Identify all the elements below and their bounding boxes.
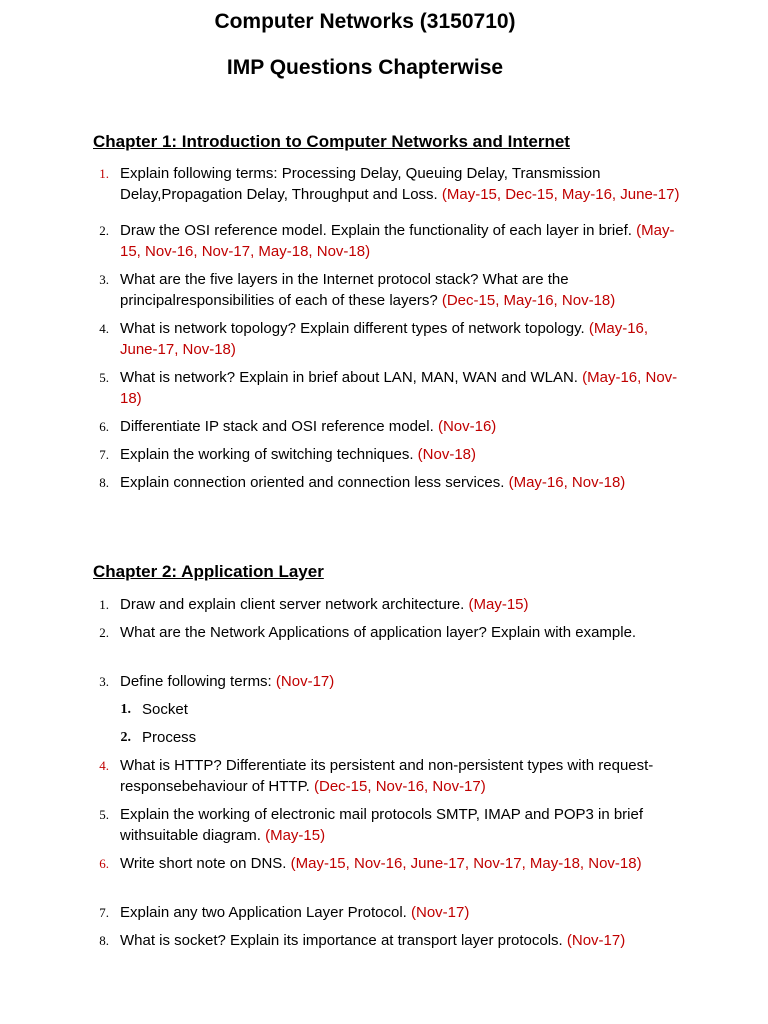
question-text: Draw the OSI reference model. Explain the functionality of each layer in brief. xyxy=(120,222,632,239)
exam-dates: (Dec-15, Nov-16, Nov-17) xyxy=(314,778,486,795)
question-item xyxy=(93,163,683,220)
question-item xyxy=(93,318,683,367)
chapter-1-question-list xyxy=(93,163,683,500)
question-item xyxy=(93,444,683,472)
question-item xyxy=(93,930,683,958)
exam-dates: (Dec-15, May-16, Nov-18) xyxy=(441,292,616,309)
chapter-2-heading: Chapter 2: Application Layer xyxy=(93,562,324,581)
question-item xyxy=(93,622,683,671)
question-item xyxy=(93,853,683,902)
question-number: 8. xyxy=(99,933,109,948)
sub-term-text: Socket xyxy=(142,701,188,718)
exam-dates: (May-15, Nov-16, June-17, Nov-17, May-18, Nov-18) xyxy=(290,855,642,872)
question-item xyxy=(93,594,683,622)
question-text: Explain the working of electronic mail protocols SMTP, IMAP and POP3 in brief withsuitable diagram. xyxy=(120,806,644,844)
question-text: Explain the working of switching techniques. xyxy=(120,446,414,463)
exam-dates: (Nov-17) xyxy=(411,904,470,921)
sub-term-item xyxy=(93,699,683,727)
question-number: 5. xyxy=(99,807,109,822)
exam-dates: (May-16, June-17, Nov-18) xyxy=(120,320,649,358)
question-number: 7. xyxy=(99,905,109,920)
question-text: What are the Network Applications of application layer? Explain with example. xyxy=(120,624,637,641)
sub-term-text: Process xyxy=(142,729,197,746)
question-number: 3. xyxy=(99,272,109,287)
question-number: 6. xyxy=(99,856,109,871)
question-item xyxy=(93,472,683,500)
question-number: 1. xyxy=(99,166,109,181)
question-text: Explain any two Application Layer Protocol. xyxy=(120,904,407,921)
question-item xyxy=(93,671,683,699)
question-number: 4. xyxy=(99,758,109,773)
document-title: Computer Networks (3150710) xyxy=(214,10,516,33)
question-number: 2. xyxy=(99,223,109,238)
question-text: Write short note on DNS. xyxy=(120,855,287,872)
sub-term-item xyxy=(93,727,683,755)
exam-dates: (Nov-18) xyxy=(417,446,477,463)
question-number: 2. xyxy=(99,625,109,640)
exam-dates: (May-15) xyxy=(468,596,529,613)
question-text: Explain connection oriented and connection less services. xyxy=(120,474,505,491)
chapter-2-question-list xyxy=(93,594,683,958)
question-text: Differentiate IP stack and OSI reference model. xyxy=(120,418,434,435)
question-number: 4. xyxy=(99,321,109,336)
exam-dates: (Nov-17) xyxy=(275,673,335,690)
exam-dates: (May-15, Nov-16, Nov-17, May-18, Nov-18) xyxy=(120,222,675,260)
question-text: What are the five layers in the Internet protocol stack? What are the principalresponsibilities of each of these layers? xyxy=(120,271,569,309)
exam-dates: (Nov-16) xyxy=(437,418,497,435)
chapter-1-heading: Chapter 1: Introduction to Computer Networks and Internet xyxy=(93,132,570,151)
question-item xyxy=(93,755,683,804)
question-item xyxy=(93,902,683,930)
question-text: What is network topology? Explain different types of network topology. xyxy=(120,320,585,337)
sub-term-number: 1. xyxy=(120,702,131,717)
question-item xyxy=(93,269,683,318)
question-number: 1. xyxy=(99,597,109,612)
exam-dates: (May-16, Nov-18) xyxy=(508,474,626,491)
question-text: Define following terms: xyxy=(120,673,272,690)
sub-term-number: 2. xyxy=(120,730,131,745)
question-text: What is socket? Explain its importance at transport layer protocols. xyxy=(120,932,563,949)
question-number: 8. xyxy=(99,475,109,490)
question-text: What is HTTP? Differentiate its persistent and non-persistent types with request-responsebehaviour of HTTP. xyxy=(120,757,654,795)
question-text: Explain following terms: Processing Delay, Queuing Delay, Transmission Delay,Propagation Delay, Throughput and Loss. xyxy=(120,165,601,203)
exam-dates: (May-16, Nov-18) xyxy=(120,369,678,407)
question-text: What is network? Explain in brief about LAN, MAN, WAN and WLAN. xyxy=(120,369,578,386)
question-text: Draw and explain client server network architecture. xyxy=(120,596,465,613)
question-number: 5. xyxy=(99,370,109,385)
exam-dates: (May-15, Dec-15, May-16, June-17) xyxy=(441,186,680,203)
question-item xyxy=(93,416,683,444)
question-number: 3. xyxy=(99,674,109,689)
question-item xyxy=(93,804,683,853)
question-item xyxy=(93,367,683,416)
exam-dates: (Nov-17) xyxy=(566,932,626,949)
question-item xyxy=(93,220,683,269)
exam-dates: (May-15) xyxy=(265,827,326,844)
document-subtitle: IMP Questions Chapterwise xyxy=(226,56,504,79)
question-number: 6. xyxy=(99,419,109,434)
question-number: 7. xyxy=(99,447,109,462)
